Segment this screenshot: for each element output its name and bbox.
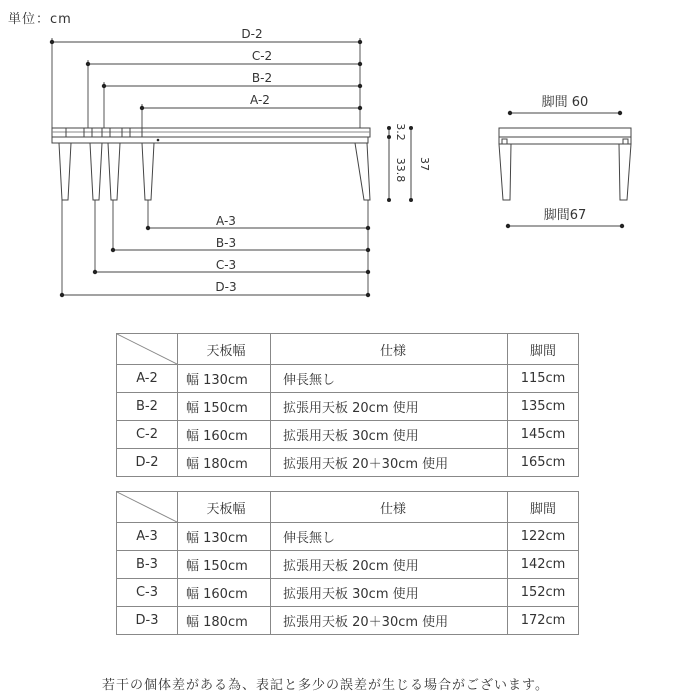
row-id: C-3 (117, 579, 178, 607)
header-width: 天板幅 (178, 334, 271, 365)
row-id: B-3 (117, 551, 178, 579)
row-width: 幅 130cm (178, 365, 271, 393)
row-width: 幅 160cm (178, 579, 271, 607)
row-spec: 伸長無し (271, 365, 508, 393)
row-id: D-2 (117, 449, 178, 477)
side-apron (499, 137, 631, 144)
disclaimer-note: 若干の個体差がある為、表記と多少の誤差が生じる場合がございます。 (102, 678, 549, 693)
row-width: 幅 150cm (178, 393, 271, 421)
table-row (117, 421, 579, 449)
row-width: 幅 150cm (178, 551, 271, 579)
apron (52, 137, 368, 143)
row-leg: 152cm (508, 579, 579, 607)
side-tabletop (499, 128, 631, 137)
dim-label-b3: B-3 (215, 236, 237, 250)
header-spec: 仕様 (271, 334, 508, 365)
table-row (117, 579, 579, 607)
table-header-row (117, 492, 579, 523)
row-id: A-2 (117, 365, 178, 393)
side-leg (619, 144, 631, 200)
side-view-table (499, 128, 631, 200)
leg (90, 143, 102, 200)
dim-label-a2: A-2 (250, 93, 270, 107)
row-width: 幅 160cm (178, 421, 271, 449)
side-bottom-label: 脚間67 (543, 208, 587, 223)
row-leg: 115cm (508, 365, 579, 393)
table-row (117, 393, 579, 421)
unit-label: 単位：cm (8, 12, 72, 27)
leg (142, 143, 154, 200)
row-leg: 122cm (508, 523, 579, 551)
row-spec: 拡張用天板 30cm 使用 (271, 579, 508, 607)
dim-label-b2: B-2 (251, 71, 273, 85)
row-leg: 145cm (508, 421, 579, 449)
total-height-label: 37 (418, 157, 431, 171)
dim-label-c2: C-2 (251, 49, 273, 63)
leg (108, 143, 120, 200)
row-width: 幅 180cm (178, 607, 271, 635)
leg (355, 143, 370, 200)
row-spec: 拡張用天板 20cm 使用 (271, 393, 508, 421)
corner-cell (117, 492, 178, 523)
header-width: 天板幅 (178, 492, 271, 523)
row-id: C-2 (117, 421, 178, 449)
dimension-drawing (0, 0, 700, 330)
leg-height-label: 33.8 (394, 157, 407, 183)
row-id: A-3 (117, 523, 178, 551)
header-leg: 脚間 (508, 492, 579, 523)
side-top-label: 脚間 60 (541, 95, 589, 110)
row-spec: 拡張用天板 20＋30cm 使用 (271, 607, 508, 635)
row-leg: 135cm (508, 393, 579, 421)
row-width: 幅 130cm (178, 523, 271, 551)
front-view-table (52, 128, 370, 200)
dim-label-c3: C-3 (215, 258, 237, 272)
leg (59, 143, 71, 200)
spec-table-type3 (116, 491, 579, 635)
row-leg: 142cm (508, 551, 579, 579)
row-leg: 165cm (508, 449, 579, 477)
table-row (117, 551, 579, 579)
table-row (117, 607, 579, 635)
row-spec: 拡張用天板 30cm 使用 (271, 421, 508, 449)
table-row (117, 365, 579, 393)
side-leg (499, 144, 511, 200)
row-leg: 172cm (508, 607, 579, 635)
row-spec: 拡張用天板 20cm 使用 (271, 551, 508, 579)
row-spec: 伸長無し (271, 523, 508, 551)
header-leg: 脚間 (508, 334, 579, 365)
table-row (117, 523, 579, 551)
corner-cell (117, 334, 178, 365)
dim-label-a3: A-3 (216, 214, 236, 228)
dim-label-d3: D-3 (215, 280, 237, 294)
row-spec: 拡張用天板 20＋30cm 使用 (271, 449, 508, 477)
spec-table-type2 (116, 333, 579, 477)
table-header-row (117, 334, 579, 365)
dim-label-d2: D-2 (241, 27, 263, 41)
table-row (117, 449, 579, 477)
row-id: B-2 (117, 393, 178, 421)
row-width: 幅 180cm (178, 449, 271, 477)
thickness-label: 3.2 (394, 123, 407, 141)
header-spec: 仕様 (271, 492, 508, 523)
row-id: D-3 (117, 607, 178, 635)
